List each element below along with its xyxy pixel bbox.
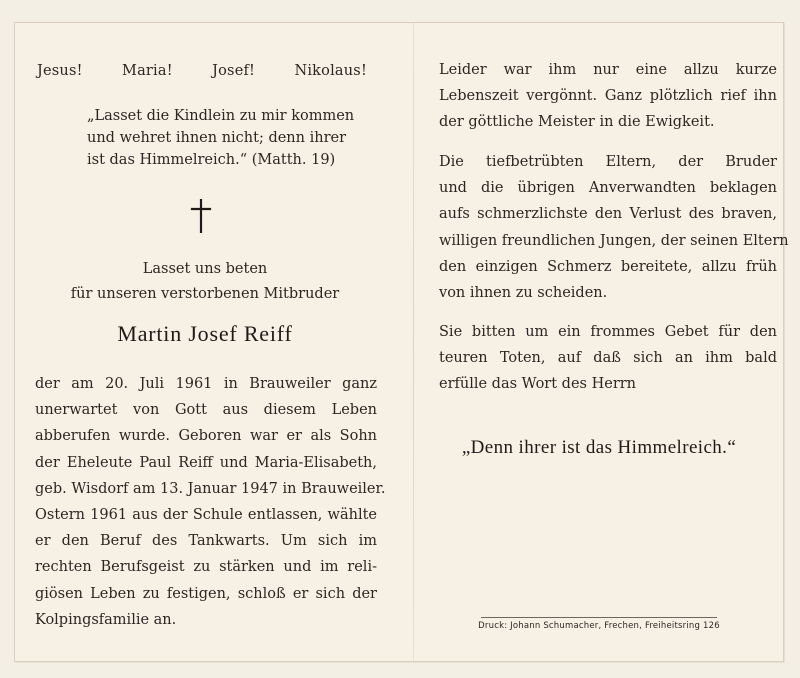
bio-line: er den Beruf des Tankwarts. Um sich im [35, 533, 377, 550]
bio-line: unerwartet von Gott aus diesem Leben [35, 402, 377, 419]
invocation-josef: Josef! [212, 63, 256, 79]
bible-quote [87, 105, 377, 171]
text-line: Sie bitten um ein frommes Gebet für den [439, 324, 777, 340]
closing-quote: „Denn ihrer ist das Himmelreich.“ [461, 437, 737, 458]
memorial-card [14, 22, 789, 662]
text-line: teuren Toten, auf daß sich an ihm bald [439, 350, 777, 367]
bio-line: giösen Leben zu festigen, schloß er sich der [35, 585, 377, 602]
invocation-jesus: Jesus! [37, 63, 83, 79]
cross-icon [189, 199, 213, 233]
quote-line: und wehret ihnen nicht; denn ihrer [87, 130, 347, 146]
bio-line: der am 20. Juli 1961 in Brauweiler ganz [35, 376, 377, 392]
bio-line: der Eheleute Paul Reiff und Maria-Elisabeth, [35, 454, 377, 471]
center-fold [413, 23, 414, 661]
biography [35, 371, 386, 633]
text-line: von ihnen zu scheiden. [439, 285, 608, 302]
deceased-name: Martin Josef Reiff [117, 321, 293, 346]
text-line: Die tiefbetrübten Eltern, der Bruder [439, 154, 777, 170]
paragraph-lifetime [439, 57, 777, 136]
bio-line: Ostern 1961 aus der Schule entlassen, wählte [35, 507, 377, 524]
paragraph-mourners [439, 149, 789, 306]
text-line: Lebenszeit vergönnt. Ganz plötzlich rief ihn [439, 88, 777, 105]
quote-line: ist das Himmelreich.“ (Matth. 19) [87, 152, 336, 168]
bio-line: abberufen wurde. Geboren war er als Sohn [35, 428, 377, 445]
text-line: erfülle das Wort des Herrn [439, 376, 637, 393]
text-line: aufs schmerzlichste den Verlust des braven, [439, 206, 777, 223]
prayer-subject: für unseren verstorbenen Mitbruder [70, 286, 340, 302]
bio-line: Kolpingsfamilie an. [35, 611, 177, 628]
bio-line: geb. Wisdorf am 13. Januar 1947 in Brauweiler. [35, 480, 386, 497]
text-line: der göttliche Meister in die Ewigkeit. [439, 114, 715, 131]
text-line: den einzigen Schmerz bereitete, allzu früh [439, 258, 777, 275]
text-line: Leider war ihm nur eine allzu kurze [439, 62, 777, 78]
paragraph-prayer-request [439, 319, 777, 398]
invocation-maria: Maria! [122, 63, 173, 79]
invocation-nikolaus: Nikolaus! [294, 63, 367, 79]
bio-line: rechten Berufsgeist zu stärken und im reli- [35, 559, 377, 576]
text-line: und die übrigen Anverwandten beklagen [439, 180, 777, 197]
quote-line: „Lasset die Kindlein zu mir kommen [87, 108, 355, 124]
printer-divider [481, 617, 717, 618]
printer-credit: Druck: Johann Schumacher, Frechen, Freiheitsring 126 [478, 621, 720, 631]
prayer-invitation: Lasset uns beten [142, 261, 268, 277]
text-line: willigen freundlichen Jungen, der seinen Eltern [439, 232, 789, 249]
invocation-names [37, 63, 367, 79]
